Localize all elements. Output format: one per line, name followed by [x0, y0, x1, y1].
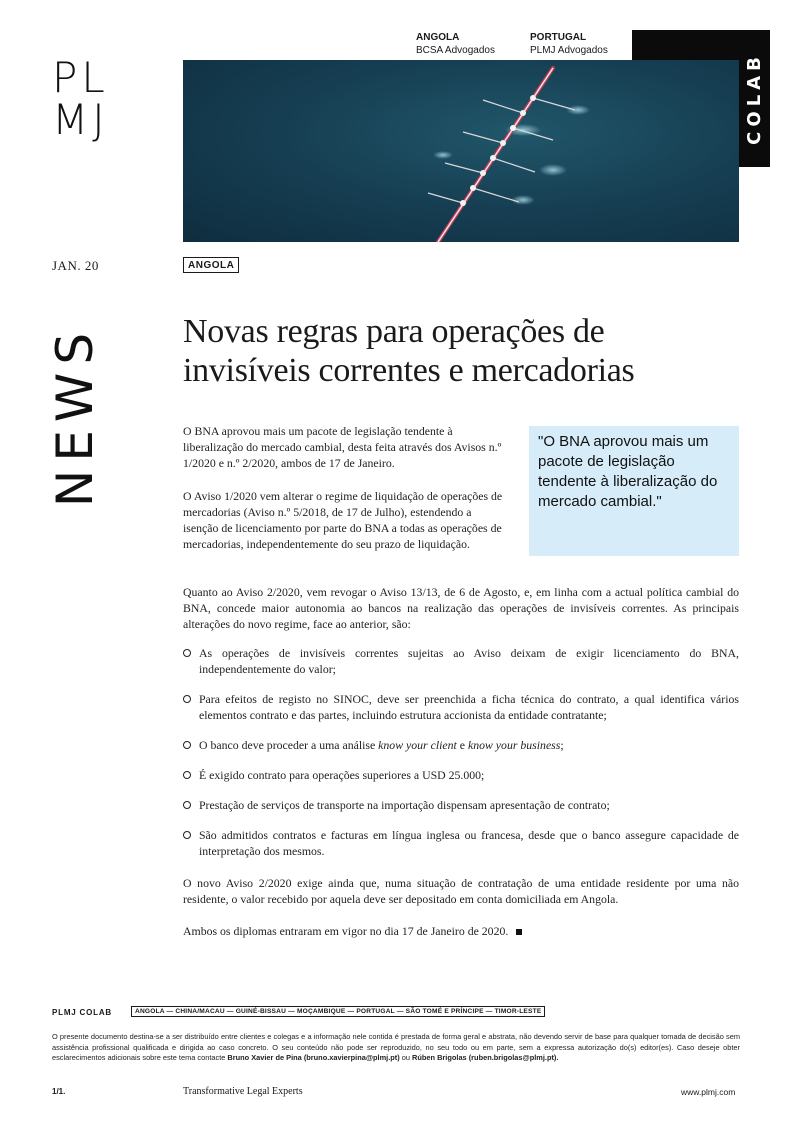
bullet-circle-icon	[183, 649, 191, 657]
colab-label: COLAB	[744, 52, 766, 145]
list-item	[183, 737, 739, 753]
changes-list	[183, 645, 739, 873]
contact-2: Rúben Brigolas (ruben.brigolas@plmj.pt).	[412, 1053, 559, 1062]
disclaimer-text: O presente documento destina-se a ser distribuído entre clientes e colegas e a informação nele contida é prestada de forma geral e abstrata, não devendo servir de base para qualquer tomada de decisão sem assistência profissional qualificada e dirigida ao caso concreto. O seu conteúdo não pode ser reproduzido, no seu todo ou em parte, sem a expressa autorização do(s) editor(es). Caso deseje obter esclarecimentos adicionais sobre este tema contacte	[52, 1032, 740, 1062]
footer-tagline: Transformative Legal Experts	[183, 1086, 303, 1097]
title-line-2: invisíveis correntes e mercadorias	[183, 352, 635, 389]
page-number: 1/1.	[52, 1087, 66, 1096]
end-square-icon	[516, 929, 522, 935]
bullet-circle-icon	[183, 741, 191, 749]
region-tag: ANGOLA	[183, 257, 239, 273]
logo-line-1: PL	[52, 53, 109, 102]
plmj-logo	[52, 53, 132, 144]
hero-image	[183, 60, 739, 242]
bullet-circle-icon	[183, 801, 191, 809]
bullet-circle-icon	[183, 771, 191, 779]
footer-website-link[interactable]: www.plmj.com	[681, 1087, 736, 1097]
pull-quote-text: "O BNA aprovou mais um pacote de legislação tendente à liberalização do mercado cambial."	[538, 433, 718, 510]
list-item	[183, 797, 739, 813]
list-item-emphasis: know your business	[467, 738, 561, 752]
footer-disclaimer	[52, 1032, 740, 1064]
pull-quote	[529, 426, 739, 556]
paragraph-4: O novo Aviso 2/2020 exige ainda que, numa situação de contratação de uma entidade residente por uma não residente, o valor recebido por aquela deve ser depositado em conta domiciliada em Angola.	[183, 876, 739, 906]
list-item	[183, 691, 739, 723]
list-item-text: Prestação de serviços de transporte na importação dispensam apresentação de contrato;	[199, 798, 610, 812]
bullet-circle-icon	[183, 831, 191, 839]
footer-countries: ANGOLA — CHINA/MACAU — GUINÉ-BISSAU — MOÇAMBIQUE — PORTUGAL — SÃO TOMÉ E PRÍNCIPE — TIMOR-LESTE	[131, 1006, 545, 1017]
list-item-text: As operações de invisíveis correntes sujeitas ao Aviso deixam de exigir licenciamento do BNA, independentemente do valor;	[199, 646, 739, 676]
news-label-wrap	[45, 316, 105, 516]
disclaimer-or: ou	[399, 1053, 413, 1062]
paragraph-5-text: Ambos os diplomas entraram em vigor no dia 17 de Janeiro de 2020.	[183, 924, 509, 938]
article-title	[183, 312, 743, 390]
office-portugal	[530, 31, 608, 57]
issue-date: JAN. 20	[52, 258, 99, 273]
list-item-emphasis: know your client	[378, 738, 457, 752]
office-angola	[416, 31, 495, 57]
footer-brand: PLMJ COLAB	[52, 1008, 112, 1017]
list-item-text: Para efeitos de registo no SINOC, deve ser preenchida a ficha técnica do contrato, a qual identifica vários elementos contrato e das partes, incluindo estrutura accionista da entidade contratante;	[199, 692, 739, 722]
list-item-text: São admitidos contratos e facturas em língua inglesa ou francesa, desde que o banco assegure capacidade de interpretação dos mesmos.	[199, 828, 739, 858]
paragraph-2: O Aviso 1/2020 vem alterar o regime de liquidação de operações de mercadorias (Aviso n.º 5/2018, de 17 de Julho), estendendo a isenção de licenciamento por parte do BNA a todas as operações de mercadorias, independentemente do seu prazo de liquidação.	[183, 489, 503, 551]
list-item-text: É exigido contrato para operações superiores a USD 25.000;	[199, 768, 485, 782]
title-line-1: Novas regras para operações de	[183, 313, 605, 350]
logo-line-2: MJ	[52, 95, 109, 144]
contact-1: Bruno Xavier de Pina (bruno.xavierpina@plmj.pt)	[227, 1053, 400, 1062]
news-label: NEWS	[46, 324, 105, 508]
list-item	[183, 645, 739, 677]
paragraph-3: Quanto ao Aviso 2/2020, vem revogar o Aviso 13/13, de 6 de Agosto, e, em linha com a actual política cambial do BNA, concede maior autonomia ao bancos na realização das operações de invisíveis correntes. As principais alterações do novo regime, face ao anterior, são:	[183, 585, 739, 631]
office-firm: BCSA Advogados	[416, 45, 495, 56]
list-item	[183, 767, 739, 783]
list-item	[183, 827, 739, 859]
office-firm: PLMJ Advogados	[530, 45, 608, 56]
colab-label-wrap	[739, 30, 770, 167]
paragraph-5	[183, 923, 739, 939]
paragraph-1: O BNA aprovou mais um pacote de legislação tendente à liberalização do mercado cambial, desta feita através dos Avisos n.º 1/2020 e n.º 2/2020, ambos de 17 de Janeiro.	[183, 424, 502, 470]
list-item-text-post: ;	[560, 738, 564, 752]
bullet-circle-icon	[183, 695, 191, 703]
office-name: ANGOLA	[416, 32, 460, 43]
list-item-text-pre: O banco deve proceder a uma análise	[199, 738, 379, 752]
list-item-text-mid: e	[456, 738, 468, 752]
rowing-boat-illustration	[183, 60, 739, 242]
office-name: PORTUGAL	[530, 32, 587, 43]
